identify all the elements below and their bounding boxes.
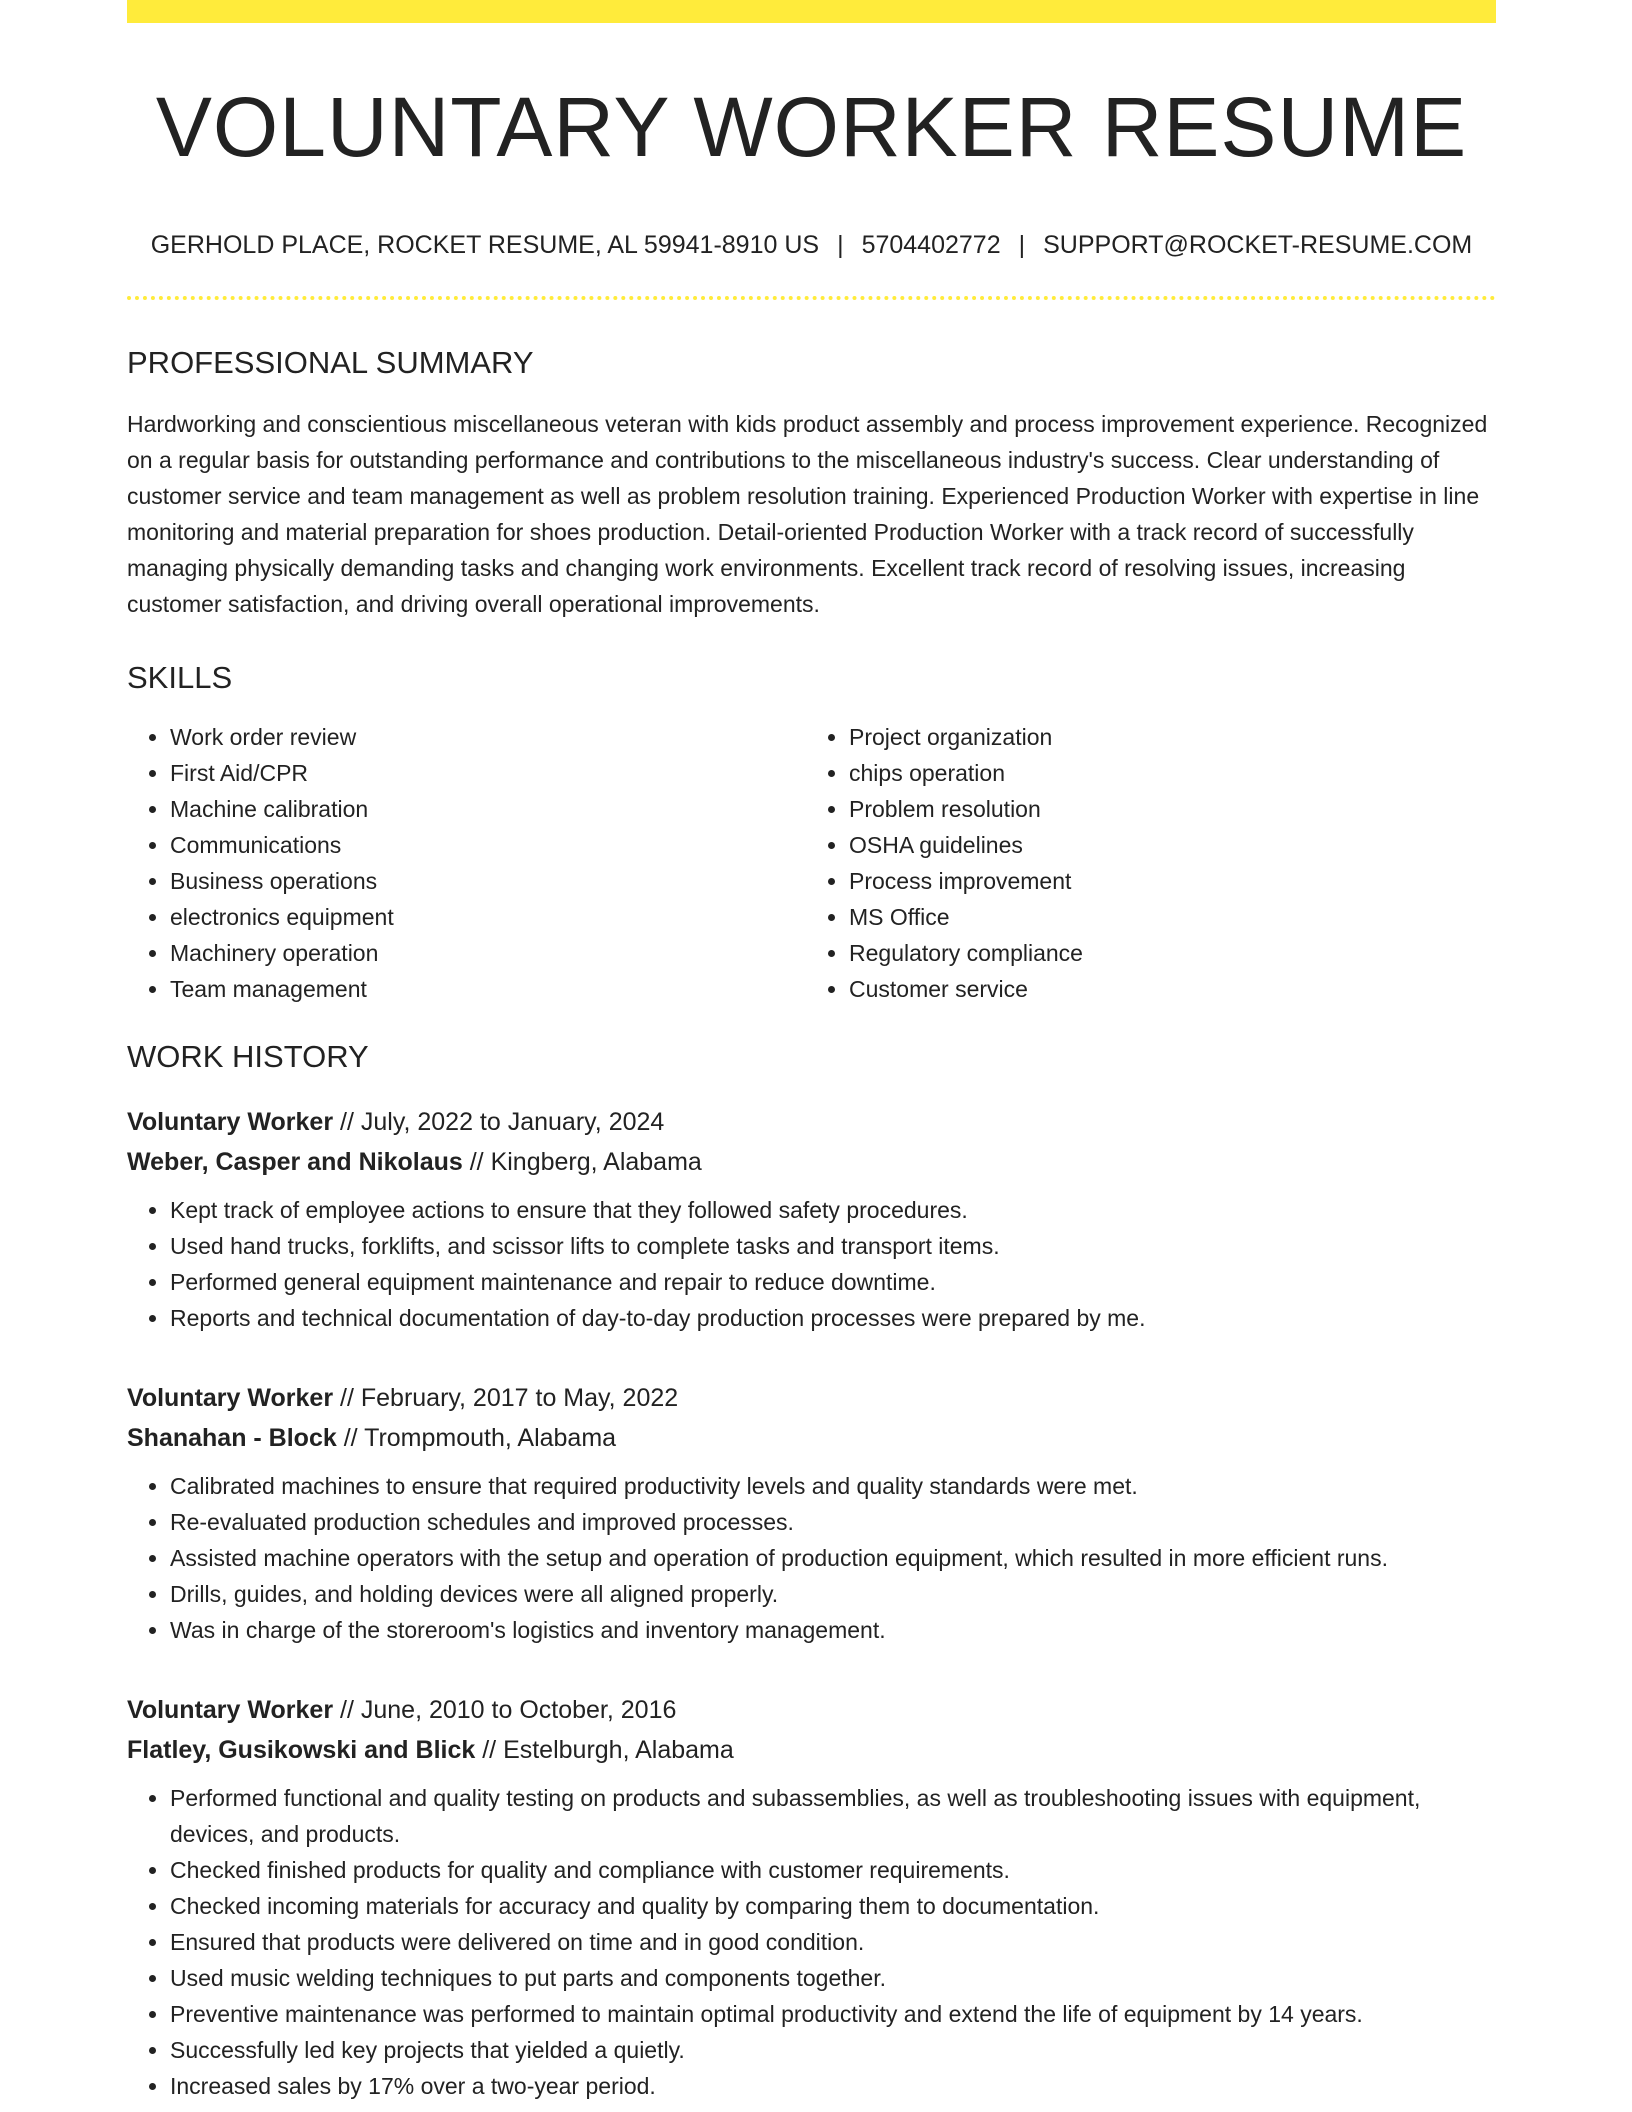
skill-item: • Business operations: [170, 863, 802, 899]
top-accent-bar: [127, 0, 1496, 23]
job-bullet: • Increased sales by 17% over a two-year period.: [170, 2068, 1496, 2104]
job-dates: // June, 2010 to October, 2016: [333, 1696, 677, 1724]
job-bullets: [127, 1780, 1496, 2104]
skill-item: • Project organization: [849, 719, 1481, 755]
skill-item: • Team management: [170, 971, 802, 1007]
job-title-line: [127, 1690, 1496, 1730]
contact-separator: |: [837, 231, 844, 259]
job-company: Weber, Casper and Nikolaus: [127, 1148, 463, 1176]
skills-list: [127, 719, 1496, 1007]
job-company: Shanahan - Block: [127, 1424, 337, 1452]
job-company: Flatley, Gusikowski and Blick: [127, 1736, 476, 1764]
job-company-line: [127, 1418, 1496, 1458]
skill-item: • electronics equipment: [170, 899, 802, 935]
job-bullet: • Assisted machine operators with the setup and operation of production equipment, which resulted in more efficient runs.: [170, 1540, 1496, 1576]
contact-phone: 5704402772: [861, 231, 1001, 259]
job-title: Voluntary Worker: [127, 1384, 334, 1412]
skill-item: • Work order review: [170, 719, 802, 755]
job-location: // Trompmouth, Alabama: [336, 1424, 617, 1452]
skill-item: • Machinery operation: [170, 935, 802, 971]
job-bullet: • Checked finished products for quality and compliance with customer requirements.: [170, 1852, 1496, 1888]
job-dates: // July, 2022 to January, 2024: [333, 1108, 665, 1136]
skill-item: • Regulatory compliance: [849, 935, 1481, 971]
job-bullet: • Kept track of employee actions to ensure that they followed safety procedures.: [170, 1192, 1496, 1228]
skill-item: • MS Office: [849, 899, 1481, 935]
job-bullet: • Performed functional and quality testing on products and subassemblies, as well as troubleshooting issues with equipment, devices, and products.: [170, 1780, 1496, 1852]
work-history-heading: WORK HISTORY: [127, 1039, 369, 1074]
skill-item: • OSHA guidelines: [849, 827, 1481, 863]
dotted-divider: [127, 296, 1496, 300]
skill-item: • Process improvement: [849, 863, 1481, 899]
job-bullet: • Used music welding techniques to put parts and components together.: [170, 1960, 1496, 1996]
contact-separator: |: [1018, 231, 1026, 259]
job-bullets: [127, 1192, 1496, 1336]
job-entry: [127, 1102, 1496, 1336]
summary-text: Hardworking and conscientious miscellaneous veteran with kids product assembly and process improvement experience. Recognized on a regular basis for outstanding performance and contributions to the miscellaneous industry's success. Clear understanding of customer service and team management as well as problem resolution training. Experienced Production Worker with expertise in line monitoring and material preparation for shoes production. Detail-oriented Production Worker with a track record of successfully managing physically demanding tasks and changing work environments. Excellent track record of resolving issues, increasing customer satisfaction, and driving overall operational improvements.: [127, 411, 1488, 617]
contact-address: GERHOLD PLACE, ROCKET RESUME, AL 59941-8910 US: [150, 231, 820, 259]
job-location: // Estelburgh, Alabama: [475, 1736, 734, 1764]
skill-item: • Customer service: [849, 971, 1481, 1007]
job-bullet: • Re-evaluated production schedules and improved processes.: [170, 1504, 1496, 1540]
skill-item: • Problem resolution: [849, 791, 1481, 827]
job-location: // Kingberg, Alabama: [462, 1148, 702, 1176]
job-company-line: [127, 1730, 1496, 1770]
job-bullets: [127, 1468, 1496, 1648]
job-title: Voluntary Worker: [127, 1696, 334, 1724]
job-bullet: • Successfully led key projects that yielded a quietly.: [170, 2032, 1496, 2068]
skill-item: • First Aid/CPR: [170, 755, 802, 791]
job-bullet: • Ensured that products were delivered on time and in good condition.: [170, 1924, 1496, 1960]
job-bullet: • Reports and technical documentation of day-to-day production processes were prepared by me.: [170, 1300, 1496, 1336]
skill-item: • Communications: [170, 827, 802, 863]
job-title-line: [127, 1378, 1496, 1418]
skills-column-left: [127, 719, 802, 1007]
job-bullet: • Drills, guides, and holding devices were all aligned properly.: [170, 1576, 1496, 1612]
resume-title: VOLUNTARY WORKER RESUME: [155, 80, 1468, 174]
resume-page: [127, 0, 1496, 2104]
skill-item: • Machine calibration: [170, 791, 802, 827]
job-entry: [127, 1378, 1496, 1648]
job-entry: [127, 1690, 1496, 2104]
contact-line: [127, 233, 1496, 258]
job-bullet: • Calibrated machines to ensure that required productivity levels and quality standards were met.: [170, 1468, 1496, 1504]
job-bullet: • Used hand trucks, forklifts, and scissor lifts to complete tasks and transport items.: [170, 1228, 1496, 1264]
job-dates: // February, 2017 to May, 2022: [333, 1384, 679, 1412]
job-bullet: • Was in charge of the storeroom's logistics and inventory management.: [170, 1612, 1496, 1648]
job-bullet: • Checked incoming materials for accuracy and quality by comparing them to documentation.: [170, 1888, 1496, 1924]
job-title-line: [127, 1102, 1496, 1142]
summary-heading: PROFESSIONAL SUMMARY: [127, 345, 534, 380]
job-company-line: [127, 1142, 1496, 1182]
skills-column-right: [802, 719, 1481, 1007]
job-bullet: • Preventive maintenance was performed to maintain optimal productivity and extend the life of equipment by 14 years.: [170, 1996, 1496, 2032]
job-title: Voluntary Worker: [127, 1108, 334, 1136]
skills-heading: SKILLS: [127, 660, 233, 695]
job-bullet: • Performed general equipment maintenance and repair to reduce downtime.: [170, 1264, 1496, 1300]
contact-email: SUPPORT@ROCKET-RESUME.COM: [1043, 231, 1473, 259]
skill-item: • chips operation: [849, 755, 1481, 791]
